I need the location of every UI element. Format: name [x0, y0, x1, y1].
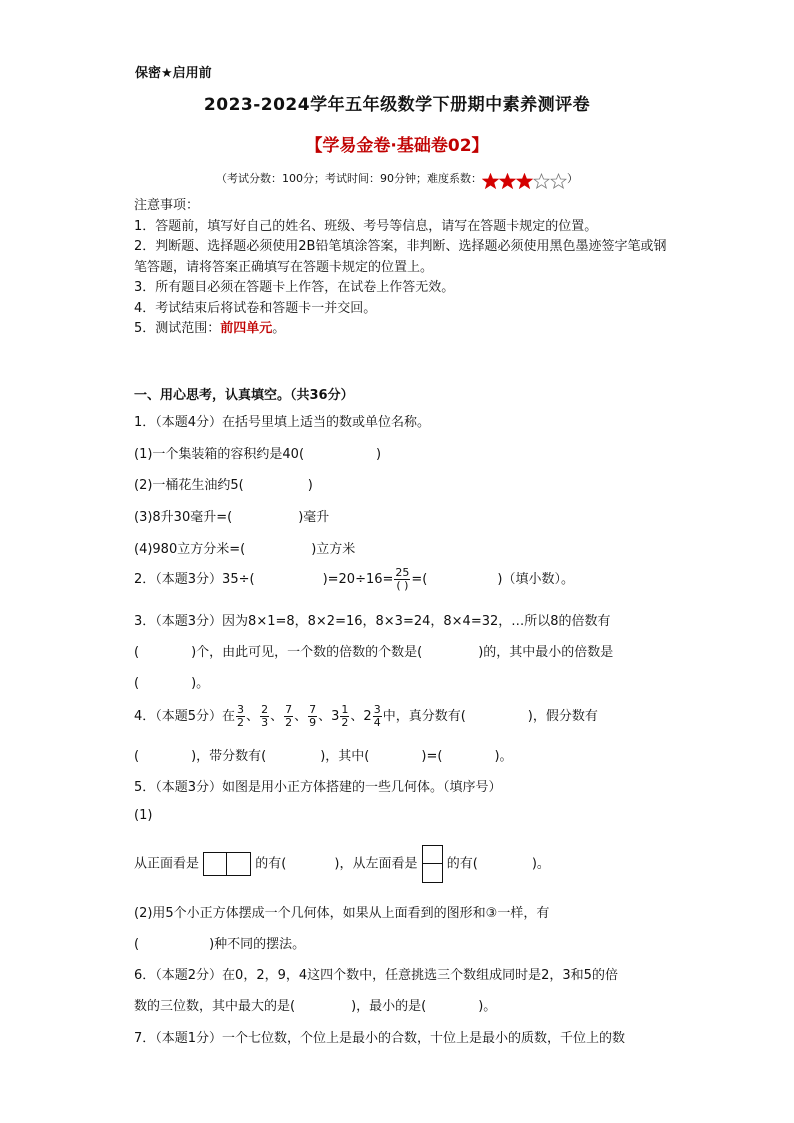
q3-text: (	[134, 676, 140, 691]
test-range: 前四单元	[220, 321, 273, 336]
page-subtitle: 【学易金卷·基础卷02】	[305, 136, 489, 156]
exam-meta	[0, 170, 794, 189]
fraction	[236, 704, 245, 729]
mixed-number-whole: 3	[331, 709, 340, 724]
fraction-numerator: 25	[395, 566, 410, 579]
q1-part1-text: (1)一个集装箱的容积约是40(	[134, 447, 305, 462]
star-filled-icon	[516, 173, 533, 189]
q5-part2-line2	[134, 933, 305, 952]
fraction-numerator: 3	[237, 703, 245, 716]
q3-text: )的，其中最小的倍数是	[478, 645, 614, 660]
q4-text: )，其中(	[320, 749, 370, 764]
q1-part3-end: )毫升	[298, 510, 330, 525]
fraction-numerator: 7	[309, 703, 317, 716]
fraction	[284, 704, 293, 729]
fraction-denominator[interactable]: ( )	[396, 579, 409, 592]
notes-heading: 注意事项：	[134, 198, 200, 213]
fraction-denominator: 2	[237, 716, 245, 729]
note-item	[134, 319, 674, 340]
q5-stem: 5．（本题3分）如图是用小正方体搭建的一些几何体。（填序号）	[134, 780, 502, 795]
q2-text: 2．（本题3分）35÷(	[134, 572, 255, 587]
q5-text: 的有(	[255, 856, 287, 872]
q6-line2	[134, 995, 496, 1014]
figure-divider	[423, 863, 442, 864]
fraction-denominator: 9	[309, 716, 317, 729]
q1-part4	[134, 538, 355, 557]
q2-text: )（填小数）。	[497, 572, 574, 587]
confidential-mark: 保密★启用前	[135, 66, 212, 81]
q1-part4-text: (4)980立方分米=(	[134, 542, 246, 557]
fraction	[373, 704, 382, 729]
fraction-denominator: 3	[261, 716, 269, 729]
separator: 、	[246, 709, 260, 724]
section-1-title: 一、用心思考，认真填空。（共36分）	[134, 388, 354, 403]
mixed-number-whole: 2	[363, 709, 372, 724]
q4-text: )。	[494, 749, 513, 764]
q4-fraction-list	[235, 703, 383, 729]
q3-text: )个，由此可见，一个数的倍数的个数是(	[191, 645, 423, 660]
q3-text: (	[134, 645, 140, 660]
fraction	[308, 704, 317, 729]
q4-text: )，假分数有	[527, 709, 598, 724]
q5-text: )种不同的摆法。	[209, 937, 306, 952]
note-item: 4．考试结束后将试卷和答题卡一并交回。	[134, 300, 377, 316]
q3-line3	[134, 672, 209, 691]
q4-text: 4．（本题5分）在	[134, 709, 236, 724]
q6-text: 数的三位数，其中最大的是(	[134, 999, 296, 1014]
q1-part1-end: )	[376, 447, 382, 462]
separator: 、	[318, 709, 332, 724]
q5-text: )，从左面看是	[334, 856, 418, 872]
q2	[134, 567, 574, 592]
fraction-numerator: 1	[341, 703, 349, 716]
note-item: 2．判断题、选择题必须使用2B铅笔填涂答案，非判断、选择题必须使用黑色墨迹签字笔或钢笔答题，请将答案正确填写在答题卡规定的位置上。	[134, 239, 667, 275]
q4-line2	[134, 745, 513, 764]
separator: 、	[270, 709, 284, 724]
fraction-numerator: 2	[261, 703, 269, 716]
left-view-figure	[422, 845, 443, 883]
fraction-numerator: 3	[373, 703, 381, 716]
q3-line2	[134, 641, 613, 660]
fraction	[260, 704, 269, 729]
q1-part3	[134, 506, 329, 525]
q4-text: )=(	[421, 749, 443, 764]
q4-text: )，带分数有(	[191, 749, 267, 764]
q3-text: )。	[191, 676, 210, 691]
q5-part1-label: (1)	[134, 808, 153, 823]
q1-part3-text: (3)8升30毫升=(	[134, 510, 233, 525]
q1-part1	[134, 443, 381, 462]
fraction	[340, 704, 349, 729]
q5-text: 的有(	[446, 856, 478, 872]
q2-text: =(	[411, 572, 428, 587]
note-item: 1．答题前，填写好自己的姓名、班级、考号等信息，请写在答题卡规定的位置。	[134, 218, 598, 234]
exam-meta-close: ）	[567, 172, 578, 185]
fraction-denominator: 2	[341, 716, 349, 729]
q4-line1	[134, 704, 598, 729]
note-item-5-end: 。	[272, 321, 286, 336]
star-empty-icon	[550, 173, 567, 189]
figure-divider	[226, 853, 227, 875]
star-empty-icon	[533, 173, 550, 189]
star-filled-icon	[499, 173, 516, 189]
note-item: 3．所有题目必须在答题卡上作答，在试卷上作答无效。	[134, 280, 455, 295]
q6-text: )，最小的是(	[351, 999, 427, 1014]
q4-text: 中，真分数有(	[382, 709, 466, 724]
q4-text: (	[134, 749, 140, 764]
q6-text: )。	[478, 999, 497, 1014]
q7-line1: 7．（本题1分）一个七位数，个位上是最小的合数，十位上是最小的质数，千位上的数	[134, 1031, 626, 1046]
page-title: 2023-2024学年五年级数学下册期中素养测评卷	[203, 95, 591, 115]
difficulty-stars	[482, 173, 567, 189]
q1-part2-text: (2)一桶花生油约5(	[134, 478, 244, 493]
q1-part4-end: )立方米	[311, 542, 356, 557]
q5-text: 从正面看是	[134, 856, 200, 872]
separator: 、	[294, 709, 308, 724]
q1-part2-end: )	[307, 478, 313, 493]
q3-line1: 3．（本题3分）因为8×1=8，8×2=16，8×3=24，8×4=32，…所以8的倍数有	[134, 614, 611, 629]
q2-fraction	[394, 567, 410, 592]
fraction-denominator: 2	[285, 716, 293, 729]
q1-stem: 1．（本题4分）在括号里填上适当的数或单位名称。	[134, 415, 431, 430]
star-filled-icon	[482, 173, 499, 189]
q5-text: )。	[531, 856, 550, 872]
notes-block	[134, 196, 674, 340]
exam-meta-text: （考试分数：100分；考试时间：90分钟；难度系数：	[216, 172, 482, 185]
q6-line1: 6．（本题2分）在0，2，9，4这四个数中，任意挑选三个数组成同时是2，3和5的倍	[134, 968, 618, 983]
q2-text: )=20÷16=	[322, 572, 394, 587]
q5-part1	[134, 845, 550, 883]
q1-part2	[134, 474, 313, 493]
front-view-figure	[203, 852, 251, 876]
q5-text: (	[134, 937, 140, 952]
fraction-numerator: 7	[285, 703, 293, 716]
separator: 、	[350, 709, 364, 724]
q5-part2-line1: (2)用5个小正方体摆成一个几何体，如果从上面看到的图形和③一样，有	[134, 906, 550, 921]
fraction-denominator: 4	[373, 716, 381, 729]
note-item-5-label: 5．测试范围：	[134, 321, 221, 336]
